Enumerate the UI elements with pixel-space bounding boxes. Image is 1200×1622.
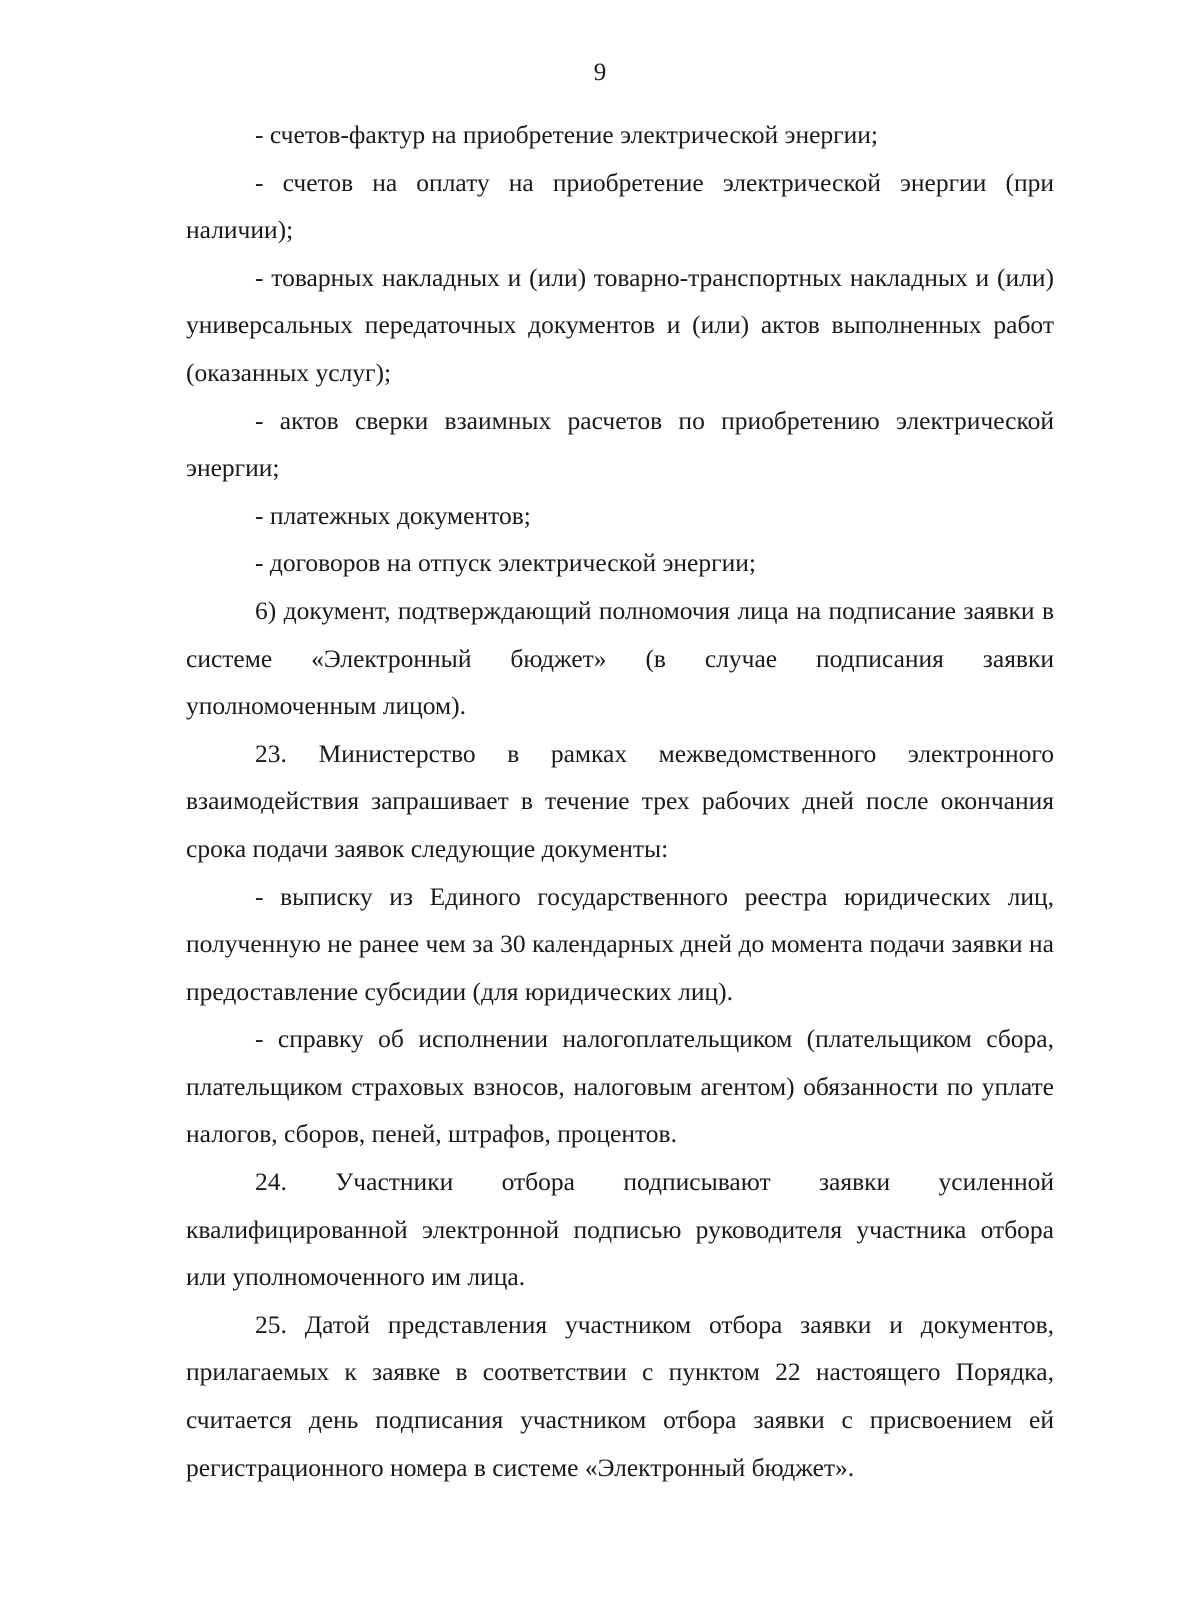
paragraph-reconciliation-acts: - актов сверки взаимных расчетов по приобретению электрической энергии;: [186, 405, 1054, 483]
paragraph-waybills: - товарных накладных и (или) товарно-транспортных накладных и (или) универсальных передаточных документов и (или) актов выполненных работ (оказанных услуг);: [186, 262, 1054, 387]
paragraph-invoices: - счетов-фактур на приобретение электрической энергии;: [255, 120, 878, 149]
paragraph-item-24: 24. Участники отбора подписывают заявки усиленной квалифицированной электронной подписью руководителя участника отбора или уполномоченного им лица.: [186, 1167, 1054, 1292]
paragraph-tax-certificate: - справку об исполнении налогоплательщиком (плательщиком сбора, плательщиком страховых взносов, налоговым агентом) обязанности по уплате налогов, сборов, пеней, штрафов, процентов.: [186, 1024, 1054, 1149]
paragraph-registry-extract: - выписку из Единого государственного реестра юридических лиц, полученную не ранее чем за 30 календарных дней до момента подачи заявки на предоставление субсидии (для юридических лиц).: [186, 881, 1054, 1006]
document-body: [186, 111, 1054, 1491]
paragraph-item-6: 6) документ, подтверждающий полномочия лица на подписание заявки в системе «Электронный бюджет» (в случае подписания заявки уполномоченным лицом).: [186, 595, 1054, 721]
paragraph-item-23: 23. Министерство в рамках межведомственного электронного взаимодействия запрашивает в течение трех рабочих дней после окончания срока подачи заявок следующие документы:: [186, 738, 1054, 863]
paragraph-payment-bills: - счетов на оплату на приобретение электрической энергии (при наличии);: [186, 167, 1054, 245]
paragraph-payment-documents: - платежных документов;: [255, 500, 531, 530]
paragraph-item-25: 25. Датой представления участником отбора заявки и документов, прилагаемых к заявке в соответствии с пунктом 22 настоящего Порядка, считается день подписания участником отбора заявки с присвоением ей регистрационного номера в системе «Электронный бюджет».: [186, 1309, 1054, 1482]
page-number: 9: [593, 59, 607, 86]
paragraph-supply-contracts: - договоров на отпуск электрической энергии;: [255, 548, 756, 578]
